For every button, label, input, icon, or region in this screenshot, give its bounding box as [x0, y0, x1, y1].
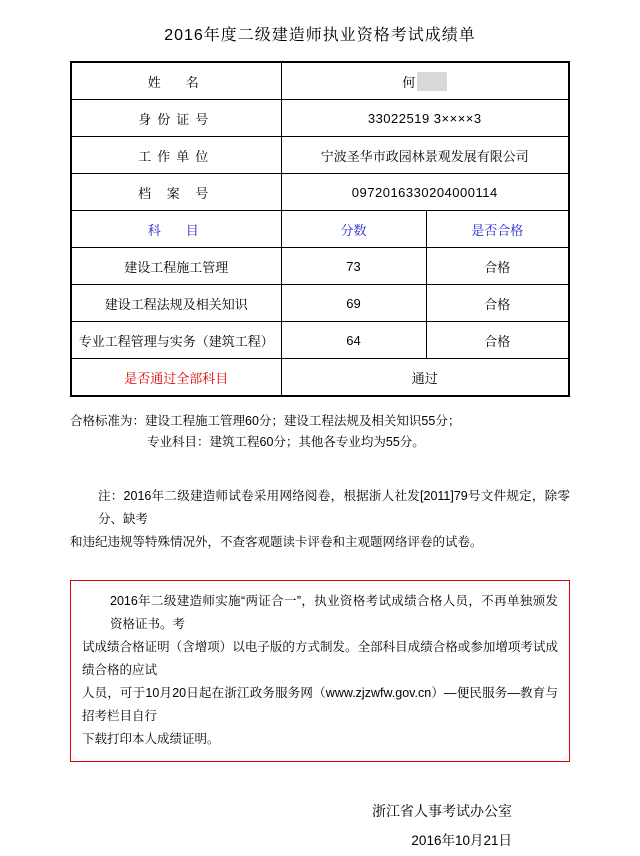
subject-score: 69 [281, 285, 426, 322]
value-id [281, 100, 569, 137]
table-row-file-number [71, 174, 569, 211]
overall-label: 是否通过全部科目 [71, 359, 281, 397]
certificate-notice-box [70, 580, 570, 762]
notice-line-2: 试成绩合格证明（含增项）以电子版的方式制发。全部科目成绩合格或参加增项考试成绩合格的应试 [82, 640, 558, 677]
subject-name: 专业工程管理与实务（建筑工程） [71, 322, 281, 359]
header-pass: 是否合格 [426, 211, 569, 248]
table-header-row [71, 211, 569, 248]
score-table [70, 61, 570, 397]
issuing-organization: 浙江省人事考试办公室 [372, 803, 512, 819]
subject-pass: 合格 [426, 248, 569, 285]
criteria-text-1: 建设工程施工管理60分；建设工程法规及相关知识55分； [145, 414, 461, 428]
signature-block [70, 796, 570, 856]
table-row-name [71, 62, 569, 100]
table-row-overall [71, 359, 569, 397]
note-line-1: 注：2016年二级建造师试卷采用网络阅卷，根据浙人社发[2011]79号文件规定，除零分、缺考 [98, 489, 570, 526]
label-file-number: 档 案 号 [71, 174, 281, 211]
subject-score: 64 [281, 322, 426, 359]
page-title: 2016年度二级建造师执业资格考试成绩单 [164, 27, 476, 44]
id-masked: 19 3×××× [414, 110, 474, 126]
subject-name: 建设工程法规及相关知识 [71, 285, 281, 322]
issue-date: 2016年10月21日 [411, 833, 512, 848]
label-name: 姓 名 [71, 62, 281, 100]
exam-note [70, 485, 570, 554]
criteria-line-1 [70, 411, 570, 432]
subject-pass: 合格 [426, 285, 569, 322]
criteria-text-2: 专业科目：建筑工程60分；其他各专业均为55分。 [147, 435, 425, 449]
header-score: 分数 [281, 211, 426, 248]
table-row [71, 248, 569, 285]
criteria-line-2 [70, 432, 570, 453]
label-employer: 工作单位 [71, 137, 281, 174]
redacted-name [402, 72, 447, 91]
id-visible: 330225 [367, 110, 415, 126]
subject-name: 建设工程施工管理 [71, 248, 281, 285]
name-visible: 何 [402, 74, 418, 90]
criteria-key: 合格标准为： [70, 414, 146, 428]
label-id: 身份证号 [71, 100, 281, 137]
name-masked [417, 72, 447, 91]
table-row-id [71, 100, 569, 137]
value-name [281, 62, 569, 100]
overall-value: 通过 [281, 359, 569, 397]
note-line-2: 和违纪违规等特殊情况外，不查客观题读卡评卷和主观题网络评卷的试卷。 [70, 535, 483, 549]
table-row [71, 285, 569, 322]
table-row [71, 322, 569, 359]
notice-line-3: 人员，可于10月20日起在浙江政务服务网（www.zjzwfw.gov.cn）—便民服务—教育与招考栏目自行 [82, 686, 558, 723]
header-subject: 科 目 [71, 211, 281, 248]
pass-criteria [70, 411, 570, 453]
subject-pass: 合格 [426, 322, 569, 359]
table-row-employer [71, 137, 569, 174]
notice-line-1: 2016年二级建造师实施“两证合一”，执业资格考试成绩合格人员，不再单独颁发资格证书。考 [110, 594, 558, 631]
value-employer: 宁波圣华市政园林景观发展有限公司 [281, 137, 569, 174]
notice-line-4: 下载打印本人成绩证明。 [82, 732, 220, 746]
value-file-number: 0972016330204000114 [281, 174, 569, 211]
id-tail: 3 [473, 110, 482, 126]
subject-score: 73 [281, 248, 426, 285]
